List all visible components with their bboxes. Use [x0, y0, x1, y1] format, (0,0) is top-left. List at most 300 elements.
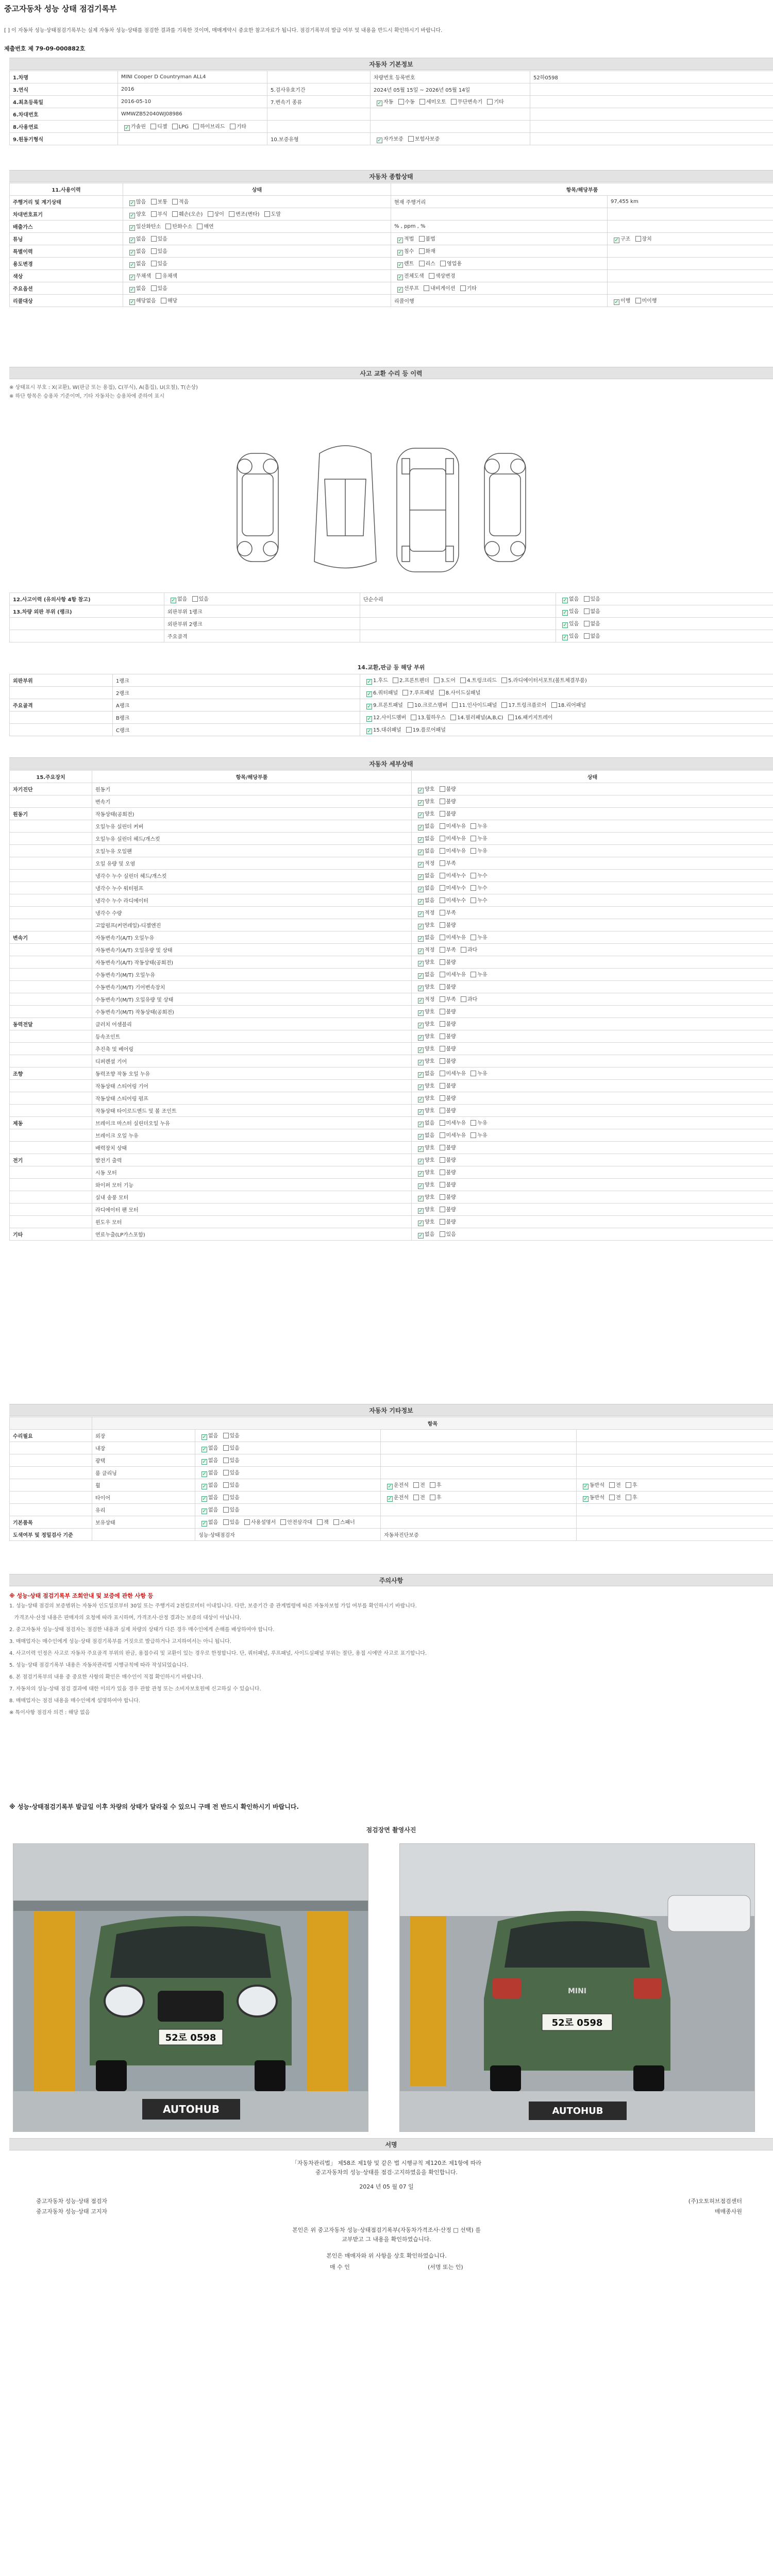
detail-row	[10, 845, 773, 857]
checkbox[interactable]	[470, 1132, 476, 1138]
checkbox[interactable]: ✓	[418, 825, 423, 831]
checkbox[interactable]: ✓	[388, 1484, 392, 1489]
checkbox[interactable]: ✓	[367, 691, 372, 697]
detail-cell: ✓ 없음 미세누수 누수	[412, 894, 773, 907]
checkbox[interactable]	[609, 1482, 615, 1488]
checkbox[interactable]	[223, 1433, 229, 1438]
checkbox[interactable]: ✓	[202, 1471, 207, 1477]
basic-cell	[267, 121, 371, 133]
checkbox[interactable]: ✓	[418, 948, 423, 954]
checkbox[interactable]	[440, 897, 445, 903]
checkbox[interactable]: ✓	[614, 238, 619, 243]
checkbox[interactable]	[413, 1482, 419, 1488]
extra-cell: 내장	[92, 1442, 195, 1454]
checkbox[interactable]	[223, 1495, 229, 1500]
checkbox[interactable]	[440, 823, 445, 829]
basic-cell: 3.연식	[10, 83, 118, 96]
checkbox[interactable]	[440, 1071, 445, 1076]
checkbox[interactable]	[470, 972, 476, 977]
checkbox[interactable]	[440, 1108, 445, 1113]
sign-line-1: 「자동차관리법」 제58조 제1항 및 같은 법 시행규칙 제120조 제1항에 따라	[291, 2160, 482, 2166]
checkbox[interactable]: ✓	[418, 998, 423, 1004]
checkbox[interactable]	[151, 285, 157, 291]
checkbox[interactable]	[172, 211, 178, 217]
checkbox[interactable]: ✓	[418, 1097, 423, 1103]
checkbox[interactable]: ✓	[202, 1484, 207, 1489]
checkbox[interactable]: ✓	[367, 716, 372, 722]
detail-cell	[10, 1166, 92, 1179]
checkbox[interactable]: ✓	[367, 704, 372, 709]
checkbox[interactable]: ✓	[418, 1171, 423, 1177]
checkbox[interactable]: ✓	[418, 1183, 423, 1189]
checkbox[interactable]	[470, 1120, 476, 1126]
detail-cell: ✓ 양호 불량	[412, 1216, 773, 1228]
detail-row	[10, 944, 773, 956]
detail-row	[10, 1142, 773, 1154]
checkbox[interactable]: ✓	[418, 1023, 423, 1028]
checkbox[interactable]	[440, 261, 446, 266]
checkbox[interactable]	[424, 285, 429, 291]
checkbox[interactable]: ✓	[398, 287, 402, 293]
checkbox[interactable]: ✓	[418, 1221, 423, 1226]
checkbox[interactable]	[452, 702, 458, 708]
checkbox[interactable]: ✓	[398, 262, 402, 268]
extra-cell: 외장	[92, 1430, 195, 1442]
checkbox[interactable]	[408, 136, 414, 142]
checkbox[interactable]: ✓	[130, 213, 135, 218]
checkbox[interactable]	[419, 99, 425, 105]
checkbox[interactable]	[419, 236, 425, 242]
basic-cell: ✓ 자동 수동 세미오토 무단변속기 기타	[371, 96, 530, 108]
detail-cell: 시동 모터	[92, 1166, 412, 1179]
checkbox[interactable]	[470, 897, 476, 903]
checkbox[interactable]: ✓	[583, 1496, 588, 1502]
basic-row	[10, 121, 773, 133]
detail-cell	[10, 820, 92, 833]
basic-cell	[530, 96, 773, 108]
checkbox[interactable]	[430, 1495, 435, 1500]
detail-cell: ✓ 양호 불량	[412, 981, 773, 993]
checkbox[interactable]	[508, 715, 514, 720]
checkbox[interactable]	[551, 702, 557, 708]
extra-cell	[577, 1504, 773, 1516]
checkbox[interactable]	[440, 1033, 445, 1039]
checkbox[interactable]	[244, 1519, 250, 1525]
checkbox[interactable]	[440, 1132, 445, 1138]
checkbox[interactable]: ✓	[398, 238, 402, 243]
basic-info-table	[9, 71, 773, 145]
checkbox[interactable]	[470, 1071, 476, 1076]
checkbox[interactable]	[440, 910, 445, 916]
detail-row	[10, 783, 773, 795]
checkbox[interactable]: ✓	[125, 125, 129, 131]
overall-cell: 배출가스	[10, 221, 123, 233]
checkbox[interactable]: ✓	[418, 837, 423, 843]
checkbox[interactable]	[470, 823, 476, 829]
checkbox[interactable]	[264, 211, 270, 217]
checkbox[interactable]: ✓	[563, 635, 567, 640]
checkbox[interactable]	[440, 1219, 445, 1225]
checkbox[interactable]: ✓	[130, 262, 135, 268]
overall-cell: 차대번호표기	[10, 208, 123, 221]
checkbox[interactable]	[461, 996, 466, 1002]
document-title: 중고자동차 성능 상태 점검기록부	[4, 4, 117, 13]
checkbox[interactable]	[440, 1207, 445, 1212]
checkbox[interactable]	[487, 99, 493, 105]
detail-cell: 클러치 어셈블리	[92, 1018, 412, 1030]
checkbox[interactable]: ✓	[418, 1134, 423, 1140]
checkbox[interactable]: ✓	[418, 788, 423, 793]
extra-cell: ✓ 없음 있음 사용설명서 안전삼각대 잭 스패너	[195, 1516, 381, 1529]
checkbox[interactable]: ✓	[418, 874, 423, 880]
checkbox[interactable]	[151, 248, 157, 254]
checkbox[interactable]	[419, 248, 425, 254]
detail-row	[10, 1030, 773, 1043]
checkbox[interactable]	[172, 124, 178, 129]
document-number: 제출번호 제 79-09-000882호	[4, 45, 86, 52]
checkbox[interactable]: ✓	[377, 100, 382, 106]
accident-table	[9, 592, 773, 642]
overall-cell: ✓ 없음 있음	[123, 282, 391, 295]
checkbox[interactable]	[460, 677, 466, 683]
checkbox[interactable]	[440, 848, 445, 854]
checkbox[interactable]: ✓	[563, 598, 567, 603]
checkbox[interactable]: ✓	[614, 299, 619, 305]
checkbox[interactable]: ✓	[418, 1196, 423, 1201]
checkbox[interactable]: ✓	[202, 1521, 207, 1527]
checkbox[interactable]	[460, 285, 466, 291]
checkbox[interactable]: ✓	[130, 225, 135, 231]
detail-row	[10, 1055, 773, 1067]
checkbox[interactable]	[223, 1507, 229, 1513]
extra-cell	[10, 1479, 92, 1492]
checkbox[interactable]	[440, 1145, 445, 1150]
checkbox[interactable]	[440, 811, 445, 817]
checkbox[interactable]: ✓	[418, 1035, 423, 1041]
checkbox[interactable]	[440, 984, 445, 990]
checkbox[interactable]	[430, 1482, 435, 1488]
accident-cell	[360, 605, 556, 618]
overall-cell: 튜닝	[10, 233, 123, 245]
detail-row	[10, 1018, 773, 1030]
detail-cell: ✓ 양호 불량	[412, 1006, 773, 1018]
checkbox[interactable]	[440, 1231, 445, 1237]
checkbox[interactable]: ✓	[398, 275, 402, 280]
col-main-device: 15.주요장치	[10, 771, 92, 783]
basic-cell: 9.원동기형식	[10, 133, 118, 145]
checkbox[interactable]: ✓	[367, 728, 372, 734]
overall-row	[10, 245, 773, 258]
checkbox[interactable]	[440, 935, 445, 940]
checkbox[interactable]	[440, 836, 445, 841]
checkbox[interactable]	[317, 1519, 323, 1525]
checkbox[interactable]: ✓	[418, 1072, 423, 1078]
car-side-right-icon	[484, 453, 526, 562]
accident-cell: ✓ 있음 없음	[556, 618, 773, 630]
detail-cell	[10, 1204, 92, 1216]
checkbox[interactable]: ✓	[418, 887, 423, 892]
detail-row	[10, 882, 773, 894]
checkbox[interactable]	[440, 885, 445, 891]
overall-row	[10, 196, 773, 208]
checkbox[interactable]	[223, 1482, 229, 1488]
checkbox[interactable]: ✓	[418, 800, 423, 806]
detail-cell	[10, 993, 92, 1006]
checkbox[interactable]	[440, 1120, 445, 1126]
autohub-logo-left: AUTOHUB	[163, 2103, 220, 2115]
checkbox[interactable]	[150, 124, 156, 129]
checkbox[interactable]: ✓	[388, 1496, 392, 1502]
basic-cell: 6.차대번호	[10, 108, 118, 121]
checkbox[interactable]	[151, 211, 157, 217]
checkbox[interactable]	[470, 836, 476, 841]
detail-cell: 수동변속기(M/T) 오일유량 및 상태	[92, 993, 412, 1006]
detail-cell: ✓ 양호 불량	[412, 956, 773, 969]
checkbox[interactable]	[440, 1009, 445, 1014]
checkbox[interactable]	[440, 1182, 445, 1188]
checkbox[interactable]: ✓	[418, 1010, 423, 1016]
detail-cell: 냉각수 누수 워터펌프	[92, 882, 412, 894]
checkbox[interactable]: ✓	[418, 899, 423, 905]
checkbox[interactable]: ✓	[418, 1122, 423, 1127]
checkbox[interactable]: ✓	[563, 622, 567, 628]
checkbox[interactable]: ✓	[418, 961, 423, 967]
overall-cell	[608, 270, 773, 282]
detail-cell	[10, 1055, 92, 1067]
checkbox[interactable]	[470, 935, 476, 940]
detail-cell: 자동변속기(A/T) 오일유량 및 상태	[92, 944, 412, 956]
checkbox[interactable]	[434, 677, 440, 683]
checkbox[interactable]	[440, 873, 445, 878]
checkbox[interactable]	[151, 261, 157, 266]
checkbox[interactable]: ✓	[418, 936, 423, 942]
detail-cell: 브레이크 오일 누유	[92, 1129, 412, 1142]
checkbox[interactable]	[440, 972, 445, 977]
checkbox[interactable]: ✓	[583, 1484, 588, 1489]
inspection-photo-front	[13, 1843, 368, 2132]
checkbox[interactable]: ✓	[418, 911, 423, 917]
checkbox[interactable]: ✓	[130, 275, 135, 280]
damage-legend-note: ※ 하단 항목은 승용차 기준이며, 기타 자동차는 승용차에 준하여 표시	[9, 394, 164, 399]
checkbox[interactable]	[402, 690, 408, 696]
checkbox[interactable]	[584, 608, 590, 614]
checkbox[interactable]	[223, 1470, 229, 1476]
checkbox[interactable]: ✓	[171, 598, 176, 603]
detail-cell	[10, 1142, 92, 1154]
checkbox[interactable]: ✓	[418, 1060, 423, 1065]
checkbox[interactable]	[626, 1482, 631, 1488]
checkbox[interactable]	[626, 1495, 631, 1500]
detail-row	[10, 808, 773, 820]
checkbox[interactable]	[197, 224, 203, 229]
checkbox[interactable]	[440, 1157, 445, 1163]
accident-cell: 외판부위 1랭크	[164, 605, 360, 618]
sign-line-4: 교부받고 그 내용을 확인하였습니다.	[342, 2236, 431, 2243]
checkbox[interactable]	[230, 124, 236, 129]
checkbox[interactable]: ✓	[130, 200, 135, 206]
detail-cell: ✓ 양호 불량	[412, 1204, 773, 1216]
checkbox[interactable]	[635, 236, 641, 242]
basic-cell	[530, 108, 773, 121]
detail-cell: 작동상태 타이로드엔드 및 볼 조인트	[92, 1105, 412, 1117]
overall-cell	[608, 208, 773, 221]
checkbox[interactable]	[440, 1046, 445, 1052]
checkbox[interactable]: ✓	[130, 299, 135, 305]
accident-cell	[10, 618, 164, 630]
checkbox[interactable]	[440, 1170, 445, 1175]
extra-cell: ✓ 운전석 전 후	[381, 1492, 577, 1504]
checkbox[interactable]	[393, 677, 398, 683]
checkbox[interactable]	[408, 702, 413, 708]
sign-line-3: 본인은 위 중고자동차 성능·상태점검기록부(자동차가격조사·산정 □ 선택) 를	[292, 2227, 481, 2233]
checkbox[interactable]	[411, 715, 416, 720]
checkbox[interactable]: ✓	[398, 250, 402, 256]
checkbox[interactable]	[429, 273, 434, 279]
detail-cell	[10, 1006, 92, 1018]
checkbox[interactable]	[609, 1495, 615, 1500]
checkbox[interactable]	[223, 1445, 229, 1451]
checkbox[interactable]	[280, 1519, 286, 1525]
detail-cell: ✓ 없음 미세누유 누유	[412, 931, 773, 944]
checkbox[interactable]	[161, 298, 166, 303]
checkbox[interactable]	[461, 947, 466, 953]
detail-cell: 변속기	[10, 931, 92, 944]
checkbox[interactable]	[208, 211, 213, 217]
checkbox[interactable]	[584, 633, 590, 639]
checkbox[interactable]	[151, 199, 157, 205]
notes-list	[9, 1602, 767, 1721]
checkbox[interactable]: ✓	[418, 1146, 423, 1152]
detail-cell: 수동변속기(M/T) 오일누유	[92, 969, 412, 981]
checkbox[interactable]	[151, 236, 157, 242]
checkbox[interactable]	[470, 873, 476, 878]
extra-cell: 룸 클리닝	[92, 1467, 195, 1479]
checkbox[interactable]	[470, 885, 476, 891]
col-part: 항목/해당부품	[92, 771, 412, 783]
checkbox[interactable]: ✓	[418, 924, 423, 929]
checkbox[interactable]: ✓	[130, 238, 135, 243]
checkbox[interactable]: ✓	[418, 1233, 423, 1239]
extra-row	[10, 1479, 773, 1492]
parts-row	[10, 699, 773, 711]
parts-cell: 2랭크	[113, 687, 360, 699]
checkbox[interactable]	[156, 273, 161, 279]
checkbox[interactable]: ✓	[202, 1447, 207, 1452]
checkbox[interactable]	[584, 621, 590, 626]
checkbox[interactable]: ✓	[367, 679, 372, 685]
checkbox[interactable]	[413, 1495, 419, 1500]
inspection-photo-rear	[399, 1843, 755, 2132]
checkbox[interactable]: ✓	[418, 850, 423, 855]
checkbox[interactable]	[440, 786, 445, 792]
checkbox[interactable]: ✓	[418, 862, 423, 868]
section-extra-info: 자동차 기타정보	[9, 1404, 773, 1416]
checkbox[interactable]	[470, 848, 476, 854]
detail-cell: 오일누유 오일팬	[92, 845, 412, 857]
checkbox[interactable]	[165, 224, 171, 229]
detail-cell: 기타	[10, 1228, 92, 1241]
basic-cell: 10.보증유형	[267, 133, 371, 145]
note-line: 6. 본 점검기록부의 내용 중 중요한 사항의 확인은 매수인이 직접 확인하시기 바랍니다.	[9, 1674, 204, 1680]
checkbox[interactable]: ✓	[418, 812, 423, 818]
extra-table	[9, 1417, 773, 1541]
checkbox[interactable]	[419, 261, 425, 266]
checkbox[interactable]: ✓	[418, 1109, 423, 1115]
detail-row	[10, 1117, 773, 1129]
overall-row	[10, 282, 773, 295]
checkbox[interactable]	[223, 1519, 229, 1525]
checkbox[interactable]: ✓	[130, 250, 135, 256]
checkbox[interactable]	[440, 860, 445, 866]
checkbox[interactable]	[333, 1519, 339, 1525]
checkbox[interactable]	[229, 211, 234, 217]
detail-cell: ✓ 없음 미세누유 누유	[412, 833, 773, 845]
basic-cell: 4.최초등록일	[10, 96, 118, 108]
checkbox[interactable]: ✓	[202, 1459, 207, 1465]
extra-cell: 휠	[92, 1479, 195, 1492]
parts-row	[10, 724, 773, 736]
checkbox[interactable]	[440, 1194, 445, 1200]
checkbox[interactable]: ✓	[418, 1208, 423, 1214]
checkbox[interactable]: ✓	[563, 610, 567, 616]
checkbox[interactable]	[440, 1021, 445, 1027]
checkbox[interactable]	[450, 715, 456, 720]
checkbox[interactable]	[192, 596, 198, 602]
checkbox[interactable]: ✓	[418, 986, 423, 991]
checkbox[interactable]: ✓	[418, 1159, 423, 1164]
overall-cell: ✓ 이행 미이행	[608, 295, 773, 307]
checkbox[interactable]: ✓	[418, 1047, 423, 1053]
checkbox[interactable]	[440, 922, 445, 928]
overall-cell: ✓ 없음 있음	[123, 233, 391, 245]
checkbox[interactable]	[172, 199, 178, 205]
checkbox[interactable]	[451, 99, 457, 105]
checkbox[interactable]	[584, 596, 590, 602]
checkbox[interactable]	[223, 1458, 229, 1463]
checkbox[interactable]	[193, 124, 199, 129]
checkbox[interactable]	[398, 99, 404, 105]
basic-cell: 5.검사유효기간	[267, 83, 371, 96]
detail-cell: 브레이크 마스터 실린더오일 누유	[92, 1117, 412, 1129]
checkbox[interactable]	[440, 1095, 445, 1101]
checkbox[interactable]	[439, 690, 445, 696]
checkbox[interactable]	[440, 1083, 445, 1089]
overall-row	[10, 233, 773, 245]
overall-cell: ✓ 선루프 내비게이션 기타	[391, 282, 608, 295]
overall-cell: ✓ 없음 있음	[123, 245, 391, 258]
checkbox[interactable]: ✓	[130, 287, 135, 293]
checkbox[interactable]	[440, 947, 445, 953]
checkbox[interactable]: ✓	[418, 973, 423, 979]
checkbox[interactable]	[440, 959, 445, 965]
checkbox[interactable]	[440, 799, 445, 804]
detail-cell	[10, 845, 92, 857]
checkbox[interactable]	[440, 1058, 445, 1064]
checkbox[interactable]	[501, 677, 507, 683]
detail-cell: ✓ 양호 불량	[412, 1018, 773, 1030]
detail-row	[10, 1006, 773, 1018]
checkbox[interactable]: ✓	[202, 1496, 207, 1502]
checkbox[interactable]: ✓	[418, 1084, 423, 1090]
checkbox[interactable]	[440, 996, 445, 1002]
checkbox[interactable]	[635, 298, 641, 303]
checkbox[interactable]	[406, 727, 412, 733]
checkbox[interactable]	[501, 702, 507, 708]
accident-row	[10, 630, 773, 642]
checkbox[interactable]: ✓	[202, 1509, 207, 1514]
checkbox[interactable]: ✓	[377, 138, 382, 143]
checkbox[interactable]: ✓	[202, 1434, 207, 1440]
